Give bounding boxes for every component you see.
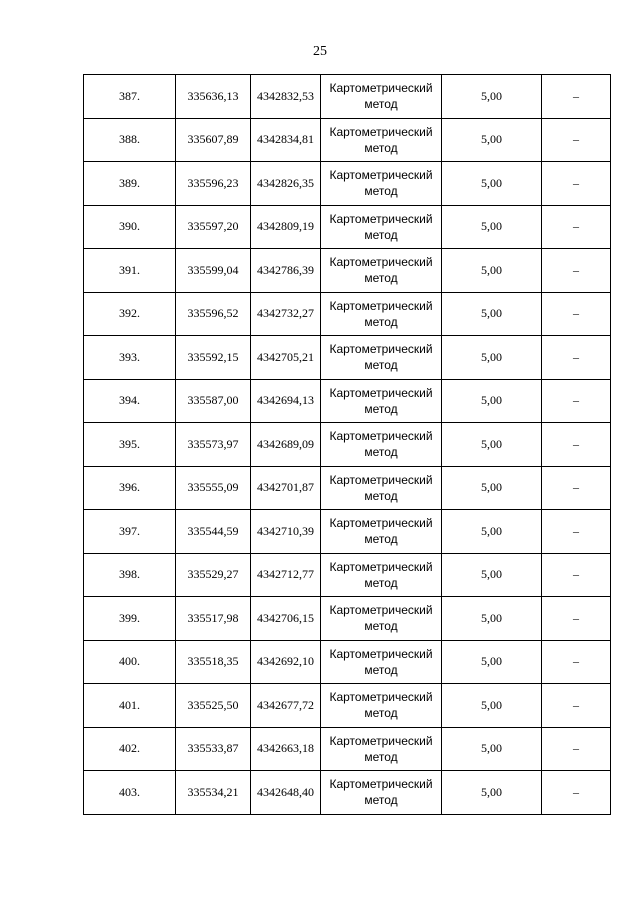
point-number-cell: 400. (84, 640, 176, 684)
point-number-cell: 397. (84, 510, 176, 554)
accuracy-cell: 5,00 (442, 75, 542, 119)
table-row (84, 379, 611, 423)
method-cell (321, 553, 442, 597)
method-line: Картометрический (329, 168, 433, 183)
x-coordinate-cell: 335597,20 (176, 205, 251, 249)
note-cell: – (542, 292, 611, 336)
method-line: метод (364, 314, 398, 329)
accuracy-cell: 5,00 (442, 118, 542, 162)
y-coordinate-cell: 4342677,72 (251, 684, 321, 728)
method-line: метод (364, 619, 398, 634)
method-line: метод (364, 662, 398, 677)
method-line: метод (364, 227, 398, 242)
y-coordinate-cell: 4342826,35 (251, 162, 321, 206)
method-cell (321, 292, 442, 336)
method-line: Картометрический (329, 385, 433, 400)
point-number-cell: 394. (84, 379, 176, 423)
method-line: метод (364, 184, 398, 199)
y-coordinate-cell: 4342834,81 (251, 118, 321, 162)
method-cell (321, 597, 442, 641)
x-coordinate-cell: 335517,98 (176, 597, 251, 641)
method-line: Картометрический (329, 646, 433, 661)
note-cell: – (542, 640, 611, 684)
x-coordinate-cell: 335587,00 (176, 379, 251, 423)
y-coordinate-cell: 4342832,53 (251, 75, 321, 119)
method-line: Картометрический (329, 603, 433, 618)
method-line: Картометрический (329, 777, 433, 792)
point-number-cell: 395. (84, 423, 176, 467)
accuracy-cell: 5,00 (442, 336, 542, 380)
method-cell (321, 684, 442, 728)
method-line: метод (364, 706, 398, 721)
note-cell: – (542, 727, 611, 771)
method-line: метод (364, 271, 398, 286)
note-cell: – (542, 597, 611, 641)
table-row (84, 684, 611, 728)
point-number-cell: 391. (84, 249, 176, 293)
method-cell (321, 771, 442, 815)
table-row (84, 597, 611, 641)
method-line: Картометрический (329, 211, 433, 226)
accuracy-cell: 5,00 (442, 249, 542, 293)
y-coordinate-cell: 4342663,18 (251, 727, 321, 771)
note-cell: – (542, 118, 611, 162)
method-cell (321, 249, 442, 293)
note-cell: – (542, 75, 611, 119)
method-line: метод (364, 532, 398, 547)
table-row (84, 249, 611, 293)
note-cell: – (542, 684, 611, 728)
note-cell: – (542, 771, 611, 815)
accuracy-cell: 5,00 (442, 162, 542, 206)
table-row (84, 640, 611, 684)
method-line: метод (364, 793, 398, 808)
x-coordinate-cell: 335533,87 (176, 727, 251, 771)
table-row (84, 510, 611, 554)
table-row (84, 466, 611, 510)
point-number-cell: 392. (84, 292, 176, 336)
note-cell: – (542, 205, 611, 249)
note-cell: – (542, 553, 611, 597)
method-cell (321, 510, 442, 554)
x-coordinate-cell: 335529,27 (176, 553, 251, 597)
point-number-cell: 390. (84, 205, 176, 249)
method-cell (321, 336, 442, 380)
method-cell (321, 118, 442, 162)
coordinates-table-body (84, 75, 611, 815)
table-row (84, 292, 611, 336)
note-cell: – (542, 336, 611, 380)
note-cell: – (542, 510, 611, 554)
y-coordinate-cell: 4342732,27 (251, 292, 321, 336)
table-row (84, 423, 611, 467)
page-number: 25 (313, 44, 327, 59)
accuracy-cell: 5,00 (442, 640, 542, 684)
accuracy-cell: 5,00 (442, 684, 542, 728)
point-number-cell: 388. (84, 118, 176, 162)
accuracy-cell: 5,00 (442, 510, 542, 554)
point-number-cell: 401. (84, 684, 176, 728)
y-coordinate-cell: 4342710,39 (251, 510, 321, 554)
x-coordinate-cell: 335607,89 (176, 118, 251, 162)
method-line: метод (364, 749, 398, 764)
point-number-cell: 399. (84, 597, 176, 641)
table-row (84, 162, 611, 206)
method-line: Картометрический (329, 516, 433, 531)
y-coordinate-cell: 4342786,39 (251, 249, 321, 293)
method-line: метод (364, 358, 398, 373)
x-coordinate-cell: 335599,04 (176, 249, 251, 293)
x-coordinate-cell: 335534,21 (176, 771, 251, 815)
method-line: метод (364, 401, 398, 416)
y-coordinate-cell: 4342692,10 (251, 640, 321, 684)
method-cell (321, 466, 442, 510)
method-line: Картометрический (329, 690, 433, 705)
y-coordinate-cell: 4342712,77 (251, 553, 321, 597)
accuracy-cell: 5,00 (442, 423, 542, 467)
y-coordinate-cell: 4342689,09 (251, 423, 321, 467)
x-coordinate-cell: 335555,09 (176, 466, 251, 510)
method-cell (321, 423, 442, 467)
point-number-cell: 402. (84, 727, 176, 771)
method-line: Картометрический (329, 298, 433, 313)
x-coordinate-cell: 335544,59 (176, 510, 251, 554)
point-number-cell: 396. (84, 466, 176, 510)
accuracy-cell: 5,00 (442, 292, 542, 336)
y-coordinate-cell: 4342706,15 (251, 597, 321, 641)
method-line: метод (364, 575, 398, 590)
table-row (84, 553, 611, 597)
table-row (84, 771, 611, 815)
method-cell (321, 727, 442, 771)
method-line: Картометрический (329, 124, 433, 139)
accuracy-cell: 5,00 (442, 553, 542, 597)
table-row (84, 205, 611, 249)
method-line: Картометрический (329, 733, 433, 748)
table-row (84, 118, 611, 162)
table-row (84, 336, 611, 380)
x-coordinate-cell: 335636,13 (176, 75, 251, 119)
point-number-cell: 403. (84, 771, 176, 815)
x-coordinate-cell: 335596,23 (176, 162, 251, 206)
note-cell: – (542, 379, 611, 423)
method-line: Картометрический (329, 472, 433, 487)
method-cell (321, 379, 442, 423)
point-number-cell: 389. (84, 162, 176, 206)
accuracy-cell: 5,00 (442, 379, 542, 423)
y-coordinate-cell: 4342648,40 (251, 771, 321, 815)
y-coordinate-cell: 4342694,13 (251, 379, 321, 423)
method-cell (321, 75, 442, 119)
table-row (84, 75, 611, 119)
method-line: метод (364, 97, 398, 112)
accuracy-cell: 5,00 (442, 597, 542, 641)
point-number-cell: 387. (84, 75, 176, 119)
method-cell (321, 640, 442, 684)
y-coordinate-cell: 4342701,87 (251, 466, 321, 510)
note-cell: – (542, 162, 611, 206)
table-row (84, 727, 611, 771)
method-line: Картометрический (329, 81, 433, 96)
x-coordinate-cell: 335525,50 (176, 684, 251, 728)
note-cell: – (542, 249, 611, 293)
accuracy-cell: 5,00 (442, 466, 542, 510)
method-line: метод (364, 445, 398, 460)
note-cell: – (542, 466, 611, 510)
y-coordinate-cell: 4342809,19 (251, 205, 321, 249)
note-cell: – (542, 423, 611, 467)
x-coordinate-cell: 335592,15 (176, 336, 251, 380)
method-line: метод (364, 140, 398, 155)
x-coordinate-cell: 335573,97 (176, 423, 251, 467)
method-cell (321, 205, 442, 249)
accuracy-cell: 5,00 (442, 205, 542, 249)
coordinates-table (83, 74, 611, 815)
y-coordinate-cell: 4342705,21 (251, 336, 321, 380)
accuracy-cell: 5,00 (442, 727, 542, 771)
method-line: метод (364, 488, 398, 503)
method-line: Картометрический (329, 342, 433, 357)
point-number-cell: 398. (84, 553, 176, 597)
accuracy-cell: 5,00 (442, 771, 542, 815)
x-coordinate-cell: 335596,52 (176, 292, 251, 336)
point-number-cell: 393. (84, 336, 176, 380)
method-cell (321, 162, 442, 206)
x-coordinate-cell: 335518,35 (176, 640, 251, 684)
method-line: Картометрический (329, 255, 433, 270)
method-line: Картометрический (329, 559, 433, 574)
method-line: Картометрический (329, 429, 433, 444)
